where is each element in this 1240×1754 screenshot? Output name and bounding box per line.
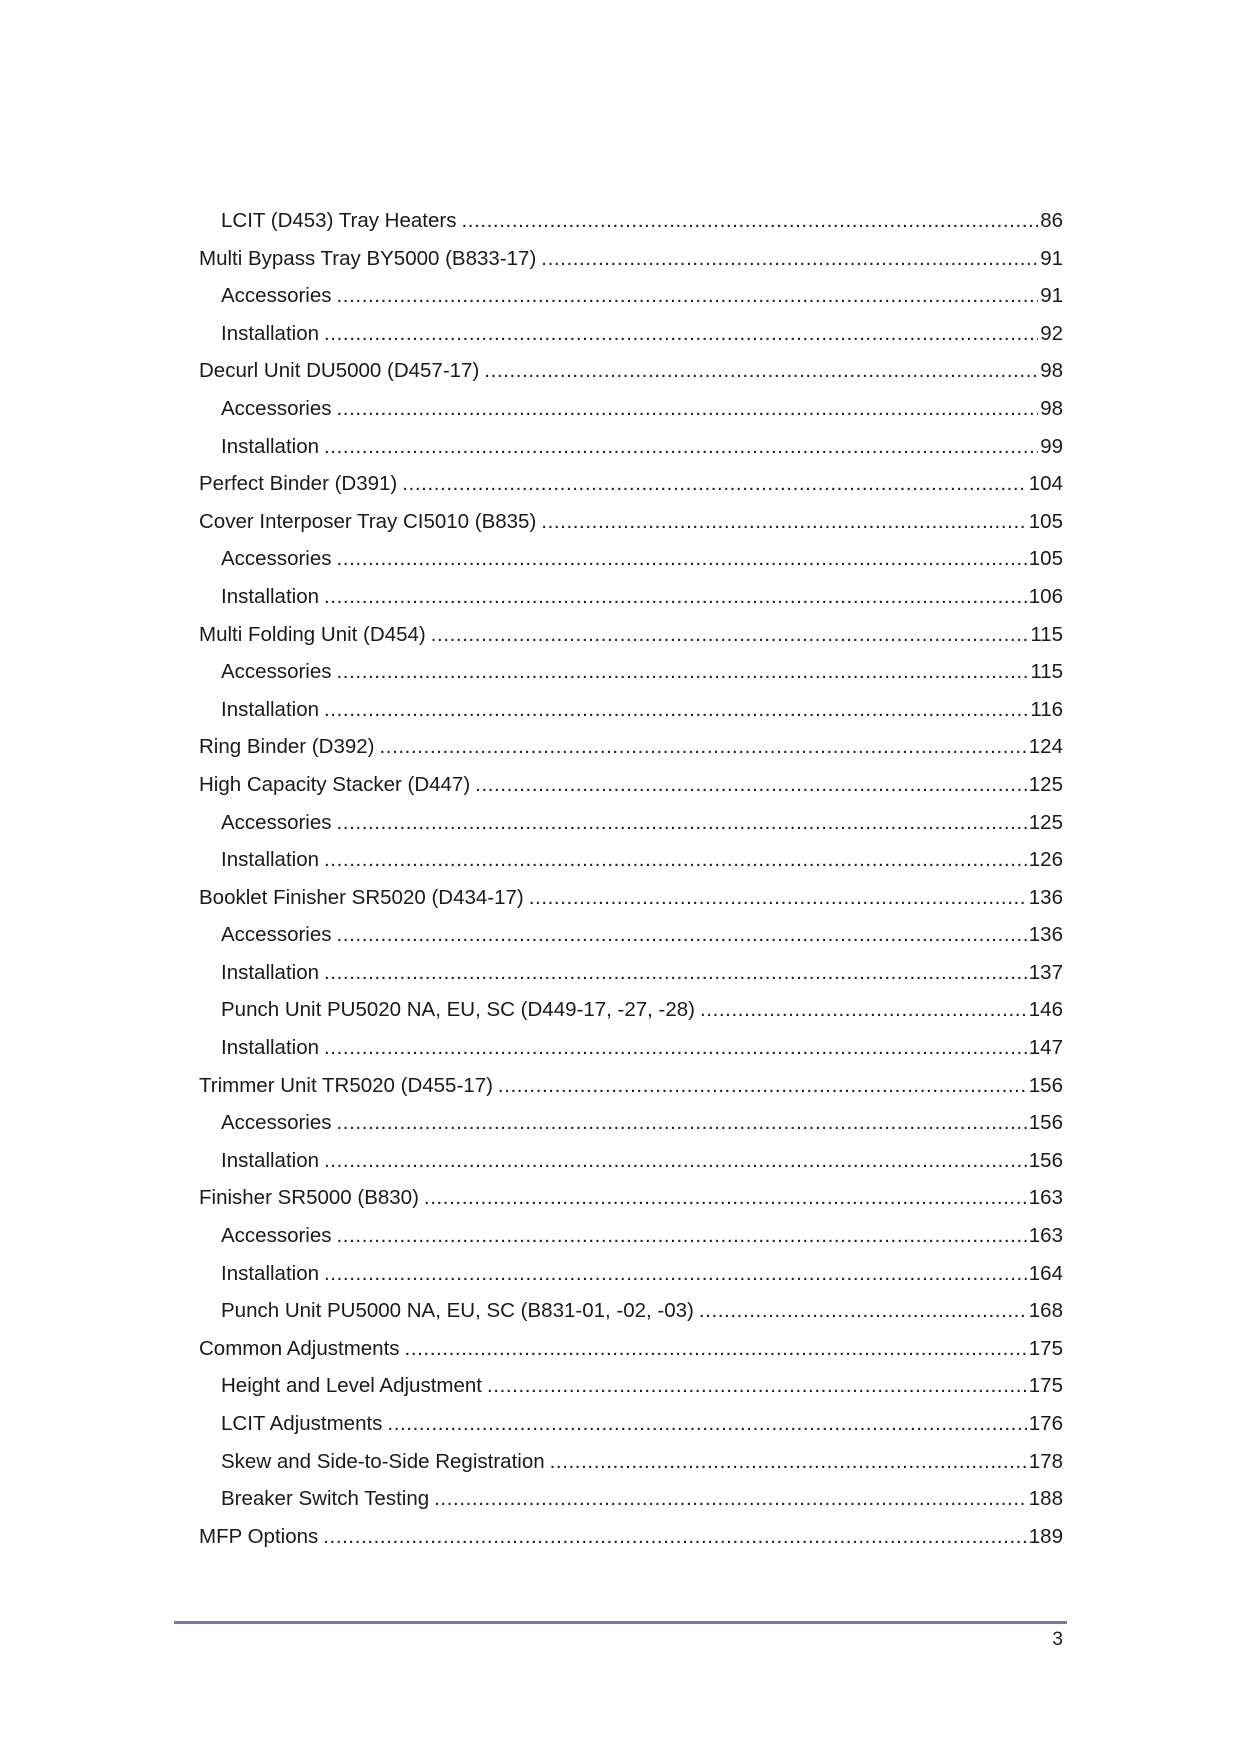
toc-entry-title: Accessories: [221, 810, 332, 834]
toc-entry-title: Installation: [221, 697, 320, 721]
toc-entry-page: 125: [1028, 810, 1063, 834]
toc-entry[interactable]: [199, 396, 1063, 437]
toc-entry-page: 147: [1028, 1036, 1063, 1060]
toc-dot-leader: [699, 1301, 1027, 1322]
toc-entry-title: Accessories: [221, 1224, 332, 1248]
toc-entry-title: Accessories: [221, 284, 332, 308]
toc-entry-title: Accessories: [221, 547, 332, 571]
toc-entry-page: 126: [1028, 848, 1063, 872]
toc-entry[interactable]: [199, 772, 1063, 813]
toc-entry-title: Installation: [221, 848, 320, 872]
toc-entry[interactable]: [199, 434, 1063, 475]
toc-entry-title: Installation: [221, 321, 320, 345]
toc-entry-title: Punch Unit PU5020 NA, EU, SC (D449-17, -27, -28): [221, 998, 695, 1022]
toc-entry[interactable]: [199, 584, 1063, 625]
toc-entry-title: Installation: [221, 1261, 320, 1285]
toc-entry-page: 104: [1028, 472, 1063, 496]
toc-entry[interactable]: [199, 361, 1063, 399]
toc-entry-title: MFP Options: [199, 1524, 319, 1548]
toc-dot-leader: [424, 1188, 1027, 1209]
toc-entry[interactable]: [199, 1038, 1063, 1076]
toc-entry-title: Skew and Side-to-Side Registration: [221, 1449, 545, 1473]
toc-entry-page: 106: [1028, 584, 1063, 608]
toc-entry-page: 136: [1028, 923, 1063, 947]
toc-dot-leader: [324, 700, 1028, 721]
toc-dot-leader: [323, 1527, 1027, 1548]
toc-dot-leader: [379, 737, 1026, 758]
toc-dot-leader: [387, 1414, 1026, 1435]
toc-entry[interactable]: [199, 1148, 1063, 1189]
toc-entry[interactable]: [199, 1489, 1063, 1527]
toc-entry[interactable]: [199, 1261, 1063, 1302]
toc-entry[interactable]: [199, 1073, 1063, 1114]
toc-dot-leader: [431, 625, 1029, 646]
toc-dot-leader: [337, 813, 1027, 834]
toc-entry-page: 98: [1040, 359, 1063, 383]
toc-entry-title: Ring Binder (D392): [199, 735, 375, 759]
toc-entry[interactable]: [199, 1376, 1063, 1414]
toc-entry-page: 99: [1040, 434, 1063, 458]
toc-dot-leader: [487, 1376, 1027, 1397]
toc-entry-title: Trimmer Unit TR5020 (D455-17): [199, 1073, 493, 1097]
toc-dot-leader: [324, 1151, 1027, 1172]
toc-dot-leader: [541, 512, 1027, 533]
toc-entry[interactable]: [199, 622, 1063, 663]
toc-dot-leader: [324, 1038, 1027, 1059]
toc-entry[interactable]: [199, 1113, 1063, 1151]
toc-entry-page: 156: [1028, 1073, 1063, 1097]
toc-entry[interactable]: [199, 1336, 1063, 1377]
toc-entry[interactable]: [199, 1000, 1063, 1038]
toc-entry-page: 175: [1028, 1336, 1063, 1360]
toc-entry-page: 156: [1028, 1148, 1063, 1172]
toc-entry[interactable]: [199, 211, 1063, 249]
toc-dot-leader: [700, 1000, 1027, 1021]
toc-entry-title: Breaker Switch Testing: [221, 1487, 430, 1511]
toc-entry-title: Multi Folding Unit (D454): [199, 622, 426, 646]
toc-dot-leader: [337, 662, 1029, 683]
toc-entry[interactable]: [199, 1449, 1063, 1490]
toc-entry-page: 176: [1028, 1412, 1063, 1435]
footer-rule: [174, 1621, 1067, 1624]
toc-dot-leader: [337, 1226, 1027, 1247]
toc-entry-title: High Capacity Stacker (D447): [199, 772, 471, 796]
toc-entry[interactable]: [199, 697, 1063, 738]
toc-entry-title: Height and Level Adjustment: [221, 1374, 482, 1398]
toc-entry-page: 105: [1028, 509, 1063, 533]
toc-dot-leader: [337, 1113, 1027, 1134]
toc-entry-page: 86: [1040, 209, 1063, 232]
toc-entry-title: Accessories: [221, 1111, 332, 1135]
toc-entry-page: 175: [1028, 1374, 1063, 1398]
toc-entry[interactable]: [199, 662, 1063, 700]
toc-entry-title: LCIT Adjustments: [221, 1412, 383, 1435]
toc-entry-title: Installation: [221, 434, 320, 458]
toc-dot-leader: [324, 1264, 1027, 1285]
toc-entry-page: 137: [1028, 960, 1063, 984]
toc-entry[interactable]: [199, 960, 1063, 1001]
toc-entry-title: Decurl Unit DU5000 (D457-17): [199, 359, 480, 383]
toc-entry[interactable]: [199, 737, 1063, 775]
toc-entry-title: Installation: [221, 584, 320, 608]
toc-entry-page: 115: [1030, 622, 1063, 646]
toc-dot-leader: [337, 286, 1039, 307]
toc-entry-page: 136: [1028, 885, 1063, 909]
toc-entry-page: 98: [1040, 396, 1063, 420]
toc-entry-title: Common Adjustments: [199, 1336, 400, 1360]
toc-entry-page: 189: [1028, 1524, 1063, 1548]
toc-dot-leader: [484, 361, 1038, 382]
toc-entry-page: 168: [1028, 1299, 1063, 1323]
toc-dot-leader: [405, 1339, 1027, 1360]
toc-entry[interactable]: [199, 1301, 1063, 1339]
toc-entry[interactable]: [199, 286, 1063, 324]
toc-dot-leader: [324, 587, 1027, 608]
toc-dot-leader: [550, 1452, 1027, 1473]
toc-entry-page: 188: [1028, 1487, 1063, 1511]
toc-dot-leader: [324, 324, 1038, 345]
toc-entry-title: Installation: [221, 1148, 320, 1172]
toc-dot-leader: [461, 211, 1038, 232]
toc-entry-title: Accessories: [221, 923, 332, 947]
toc-entry-page: 125: [1028, 772, 1063, 796]
toc-entry-page: 116: [1030, 697, 1063, 721]
toc-entry[interactable]: [199, 474, 1063, 512]
toc-entry-page: 92: [1040, 321, 1063, 345]
toc-entry[interactable]: [199, 549, 1063, 587]
toc-entry-title: Accessories: [221, 660, 332, 684]
toc-entry[interactable]: [199, 509, 1063, 550]
toc-dot-leader: [324, 437, 1038, 458]
toc-dot-leader: [324, 963, 1027, 984]
toc-entry-title: Accessories: [221, 396, 332, 420]
toc-entry-page: 163: [1028, 1224, 1063, 1248]
toc-entry[interactable]: [199, 810, 1063, 851]
toc-dot-leader: [324, 850, 1027, 871]
toc-entry-page: 91: [1040, 284, 1063, 308]
toc-entry-page: 146: [1028, 998, 1063, 1022]
toc-entry-title: Finisher SR5000 (B830): [199, 1186, 419, 1210]
table-of-contents: [199, 211, 1063, 1564]
toc-entry[interactable]: [199, 1414, 1063, 1452]
toc-entry-page: 115: [1030, 660, 1063, 684]
toc-dot-leader: [337, 399, 1039, 420]
toc-entry[interactable]: [199, 1188, 1063, 1226]
toc-entry-page: 105: [1028, 547, 1063, 571]
toc-dot-leader: [541, 249, 1038, 270]
toc-entry[interactable]: [199, 1226, 1063, 1264]
toc-entry[interactable]: [199, 321, 1063, 362]
toc-entry-title: Booklet Finisher SR5020 (D434-17): [199, 885, 524, 909]
toc-dot-leader: [402, 474, 1027, 495]
toc-dot-leader: [434, 1489, 1027, 1510]
page-number: 3: [1052, 1629, 1063, 1650]
toc-entry-title: LCIT (D453) Tray Heaters: [221, 209, 457, 232]
toc-entry-page: 91: [1040, 246, 1063, 270]
toc-entry[interactable]: [199, 1524, 1063, 1565]
toc-dot-leader: [337, 925, 1027, 946]
toc-dot-leader: [498, 1076, 1027, 1097]
toc-entry-title: Perfect Binder (D391): [199, 472, 398, 496]
toc-entry-page: 178: [1028, 1449, 1063, 1473]
toc-entry[interactable]: [199, 246, 1063, 287]
toc-entry-page: 124: [1028, 735, 1063, 759]
toc-entry-title: Installation: [221, 1036, 320, 1060]
toc-entry-page: 156: [1028, 1111, 1063, 1135]
toc-entry[interactable]: [199, 885, 1063, 926]
toc-dot-leader: [475, 775, 1027, 796]
toc-dot-leader: [529, 888, 1027, 909]
toc-dot-leader: [337, 549, 1027, 570]
toc-entry-title: Cover Interposer Tray CI5010 (B835): [199, 509, 537, 533]
toc-entry[interactable]: [199, 925, 1063, 963]
toc-entry-title: Installation: [221, 960, 320, 984]
toc-entry-title: Punch Unit PU5000 NA, EU, SC (B831-01, -02, -03): [221, 1299, 694, 1323]
toc-entry-page: 164: [1028, 1261, 1063, 1285]
toc-entry-page: 163: [1028, 1186, 1063, 1210]
toc-entry[interactable]: [199, 850, 1063, 888]
toc-entry-title: Multi Bypass Tray BY5000 (B833-17): [199, 246, 537, 270]
